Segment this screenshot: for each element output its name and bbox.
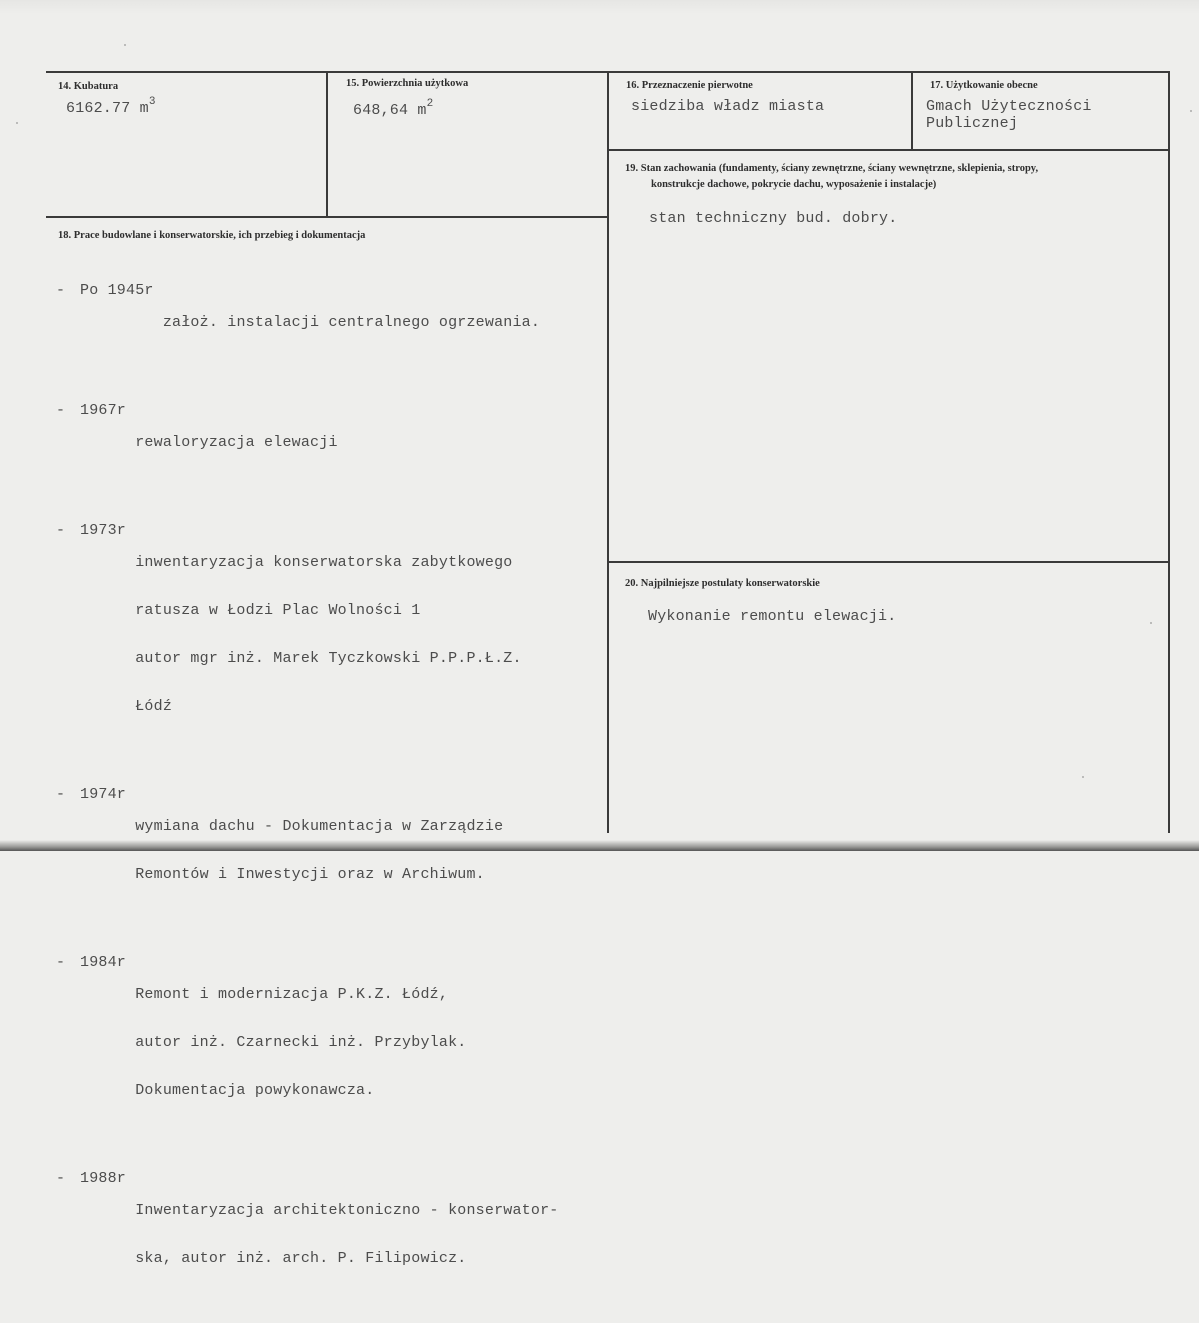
prace-item-line: założ. instalacji centralnego ogrzewania. xyxy=(162,314,541,331)
field-powierzchnia-label: 15. Powierzchnia użytkowa xyxy=(346,78,469,89)
divider-row-20 xyxy=(607,561,1170,563)
prace-item-year: Po 1945r xyxy=(80,282,163,299)
prace-item-line: Inwentaryzacja architektoniczno - konserwator- xyxy=(135,1202,559,1219)
prace-item-dash: - xyxy=(56,954,66,971)
prace-item-line: rewaloryzacja elewacji xyxy=(135,434,338,451)
divider-row-19 xyxy=(607,149,1170,151)
field-przeznaczenie-value: siedziba władz miasta xyxy=(631,98,825,115)
prace-item-year: 1988r xyxy=(80,1170,136,1187)
prace-item-year: 1973r xyxy=(80,522,136,539)
field-kubatura-value: 6162.77 $m^3$ xyxy=(66,96,156,117)
field-uzytkowanie-value-line-1: Gmach Użyteczności xyxy=(926,98,1092,115)
divider-16-17 xyxy=(911,71,913,150)
prace-item-dash: - xyxy=(56,402,66,419)
prace-item-line: Dokumentacja powykonawcza. xyxy=(135,1082,375,1099)
scan-top-edge xyxy=(0,0,1199,14)
prace-item-year: 1984r xyxy=(80,954,136,971)
prace-item-line: Remont i modernizacja P.K.Z. Łódź, xyxy=(135,986,449,1003)
scan-speck xyxy=(16,122,18,124)
form-right-border xyxy=(1168,71,1170,833)
prace-item-line: wymiana dachu - Dokumentacja w Zarządzie xyxy=(135,818,504,835)
divider-14-15 xyxy=(326,71,328,218)
field-stan-label-line-1: 19. Stan zachowania (fundamenty, ściany zewnętrzne, ściany wewnętrzne, sklepienia, stropy, xyxy=(625,163,1039,174)
scan-speck xyxy=(1082,776,1084,778)
prace-item xyxy=(56,523,611,747)
field-postulaty-value: Wykonanie remontu elewacji. xyxy=(648,608,897,625)
field-prace-label: 18. Prace budowlane i konserwatorskie, ich przebieg i dokumentacja xyxy=(58,230,366,241)
prace-item xyxy=(56,403,611,483)
prace-item-line: ska, autor inż. arch. P. Filipowicz. xyxy=(135,1250,467,1267)
prace-item-line: Łódź xyxy=(135,698,173,715)
field-uzytkowanie-label: 17. Użytkowanie obecne xyxy=(930,80,1038,91)
field-stan-value: stan techniczny bud. dobry. xyxy=(649,210,898,227)
prace-item-line: inwentaryzacja konserwatorska zabytkowego xyxy=(135,554,513,571)
divider-row-18 xyxy=(46,216,609,218)
prace-item-year: 1974r xyxy=(80,786,136,803)
prace-item-line: Remontów i Inwestycji oraz w Archiwum. xyxy=(135,866,485,883)
field-stan-label-line-2: konstrukcje dachowe, pokrycie dachu, wyposażenie i instalacje) xyxy=(651,179,937,190)
field-prace-list xyxy=(56,251,611,1323)
prace-item-line: ratusza w Łodzi Plac Wolności 1 xyxy=(135,602,421,619)
prace-item-dash: - xyxy=(56,522,66,539)
scan-speck xyxy=(1150,622,1152,624)
prace-item-line: autor mgr inż. Marek Tyczkowski P.P.P.Ł.Z. xyxy=(135,650,522,667)
field-powierzchnia-value: 648,64 $m^2$ xyxy=(353,98,434,119)
prace-item xyxy=(56,1171,611,1299)
prace-item-dash: - xyxy=(56,786,66,803)
prace-item xyxy=(56,955,611,1131)
scan-speck xyxy=(1190,110,1192,112)
prace-item xyxy=(56,787,611,915)
scan-speck xyxy=(124,44,126,46)
prace-item-year: 1967r xyxy=(80,402,136,419)
field-przeznaczenie-label: 16. Przeznaczenie pierwotne xyxy=(626,80,753,91)
prace-item-dash: - xyxy=(56,282,66,299)
prace-item-line: autor inż. Czarnecki inż. Przybylak. xyxy=(135,1034,467,1051)
field-kubatura-label: 14. Kubatura xyxy=(58,81,119,92)
field-postulaty-label: 20. Najpilniejsze postulaty konserwatorskie xyxy=(625,578,820,589)
prace-item xyxy=(56,283,611,363)
field-uzytkowanie-value-line-2: Publicznej xyxy=(926,115,1019,132)
scan-bottom-edge xyxy=(0,840,1199,851)
prace-item-dash: - xyxy=(56,1170,66,1187)
